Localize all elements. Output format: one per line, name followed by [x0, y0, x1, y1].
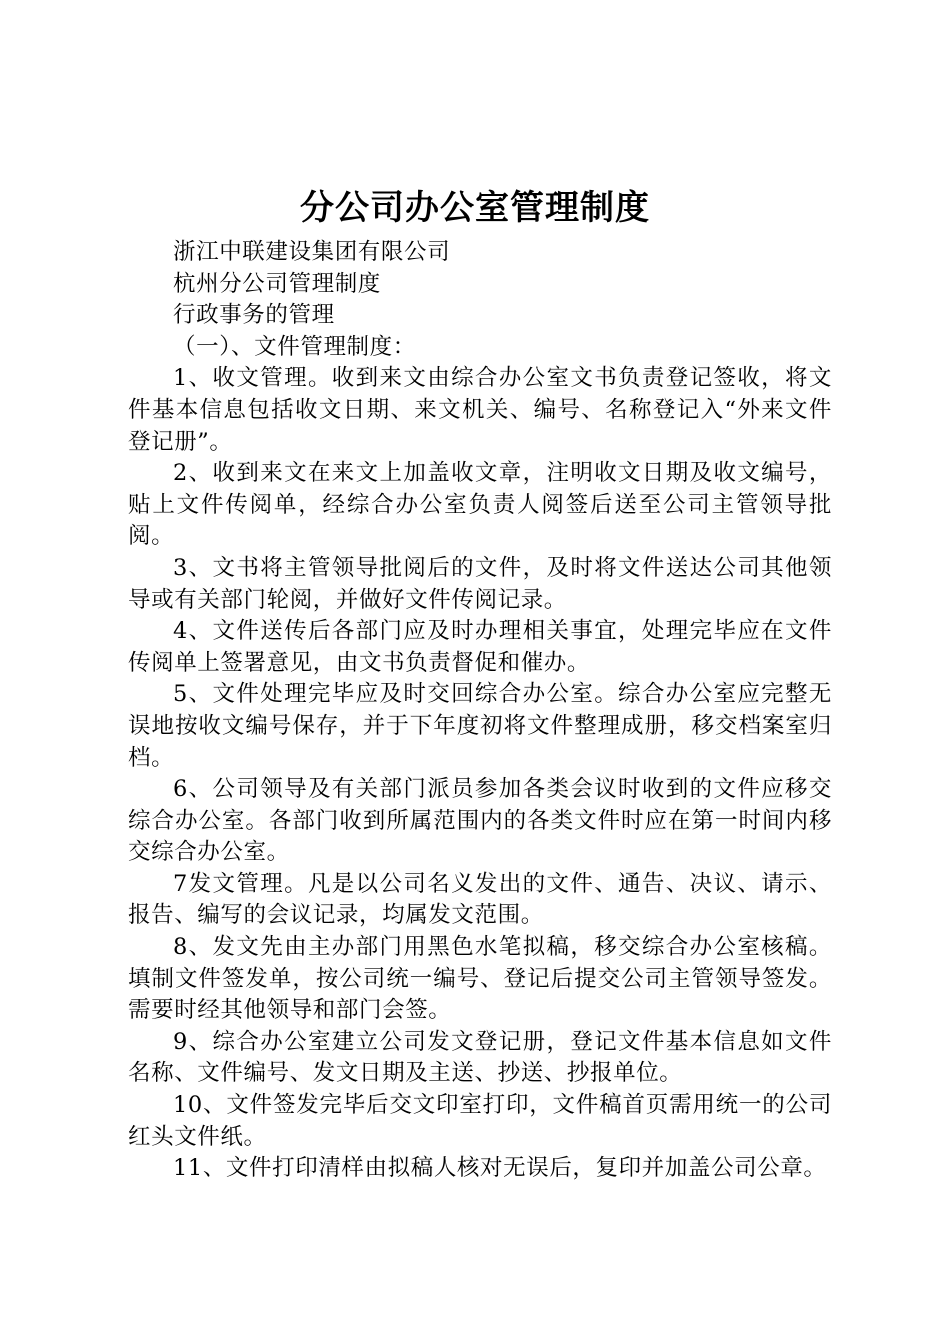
document-title: 分公司办公室管理制度 — [300, 188, 650, 228]
paragraph-item: 3、文书将主管领导批阅后的文件，及时将文件送达公司其他领导或有关部门轮阅，并做好文件传阅记录。 — [128, 554, 832, 613]
paragraph-item: 10、文件签发完毕后交文印室打印，文件稿首页需用统一的公司红头文件纸。 — [128, 1092, 832, 1150]
company-name: 浙江中联建设集团有限公司 — [173, 239, 451, 265]
section-heading: 行政事务的管理 — [173, 302, 335, 329]
paragraph-item: 4、文件送传后各部门应及时办理相关事宜，处理完毕应在文件传阅单上签署意见，由文书负责督促和催办。 — [128, 618, 832, 676]
paragraph-item: 7发文管理。凡是以公司名义发出的文件、通告、决议、请示、报告、编写的会议记录，均属发文范围。 — [128, 870, 832, 929]
paragraph-item: 1、收文管理。收到来文由综合办公室文书负责登记签收，将文件基本信息包括收文日期、来文机关、编号、名称登记入“外来文件登记册”。 — [128, 365, 832, 455]
paragraph-item: 2、收到来文在来文上加盖收文章，注明收文日期及收文编号，贴上文件传阅单，经综合办公室负责人阅签后送至公司主管领导批阅。 — [128, 460, 832, 550]
subsection-heading: （一）、文件管理制度： — [173, 333, 416, 360]
paragraph-item: 9、综合办公室建立公司发文登记册，登记文件基本信息如文件名称、文件编号、发文日期及主送、抄送、抄报单位。 — [128, 1028, 832, 1087]
paragraph-item: 11、文件打印清样由拟稿人核对无误后，复印并加盖公司公章。 — [173, 1155, 827, 1182]
paragraph-item: 8、发文先由主办部门用黑色水笔拟稿，移交综合办公室核稿。填制文件签发单，按公司统一编号、登记后提交公司主管领导签发。需要时经其他领导和部门会签。 — [128, 934, 832, 1024]
branch-regulation-heading: 杭州分公司管理制度 — [173, 270, 381, 297]
document-body — [128, 237, 832, 1185]
paragraph-item: 6、公司领导及有关部门派员参加各类会议时收到的文件应移交综合办公室。各部门收到所属范围内的各类文件时应在第一时间内移交综合办公室。 — [128, 776, 832, 866]
paragraph-item: 5、文件处理完毕应及时交回综合办公室。综合办公室应完整无误地按收文编号保存，并于下年度初将文件整理成册，移交档案室归档。 — [128, 681, 832, 771]
